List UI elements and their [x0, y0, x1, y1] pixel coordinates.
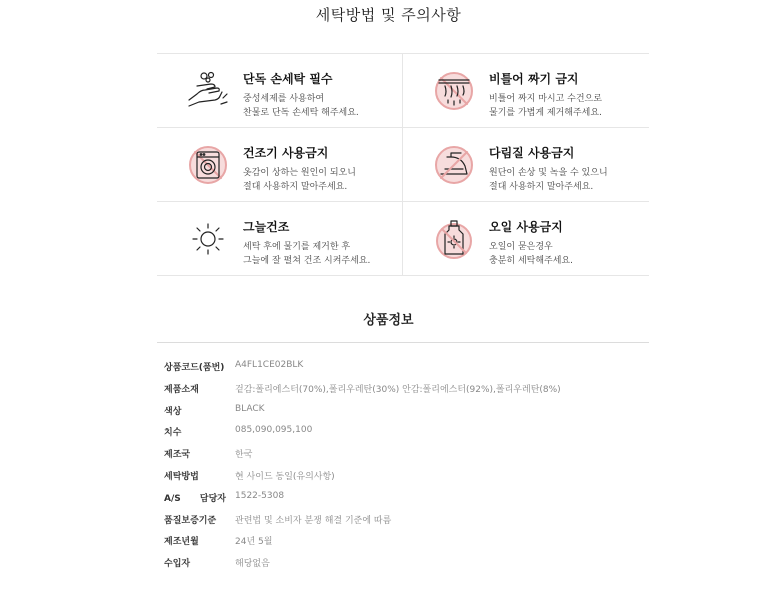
care-item-desc: 찬물로 단독 손세탁 해주세요.	[243, 108, 359, 118]
row-label: 치수	[164, 428, 182, 439]
row-value: 관련법 및 소비자 분쟁 해결 기준에 따름	[235, 515, 392, 526]
hand-wash-icon	[187, 70, 229, 112]
row-label: 수입자	[164, 559, 191, 570]
care-item-title: 다림질 사용금지	[489, 146, 575, 160]
care-item-title: 오일 사용금지	[489, 220, 563, 234]
care-item-title: 그늘건조	[243, 220, 290, 234]
care-item-shade-dry	[157, 202, 402, 275]
care-item-no-oil	[403, 202, 649, 275]
row-value: 현 사이드 동일(유의사항)	[235, 471, 335, 482]
care-item-desc: 물기를 가볍게 제거해주세요.	[489, 108, 602, 118]
row-label: 제조년월	[164, 537, 199, 548]
care-item-no-iron	[403, 128, 649, 201]
care-item-desc: 중성세제를 사용하여	[243, 94, 325, 104]
care-item-desc: 충분히 세탁해주세요.	[489, 256, 573, 266]
care-item-desc: 절대 사용하지 말아주세요.	[243, 182, 348, 192]
care-item-desc: 오일이 묻은경우	[489, 242, 553, 252]
row-value: 한국	[235, 450, 253, 461]
row-value: 해당없음	[235, 559, 270, 570]
care-item-title: 건조기 사용금지	[243, 146, 329, 160]
no-iron-icon	[433, 144, 475, 186]
care-item-no-dryer	[157, 128, 402, 201]
row-label: 제품소재	[164, 384, 199, 395]
care-item-desc: 절대 사용하지 말아주세요.	[489, 182, 594, 192]
care-item-desc: 옷감이 상하는 원인이 되오니	[243, 168, 356, 178]
sun-dry-icon	[187, 218, 229, 260]
care-item-title: 비틀어 짜기 금지	[489, 72, 579, 86]
care-item-desc: 원단이 손상 및 녹을 수 있으니	[489, 168, 608, 178]
row-value: A4FL1CE02BLK	[235, 360, 304, 370]
care-item-no-wring	[403, 54, 649, 127]
care-item-title: 단독 손세탁 필수	[243, 72, 333, 86]
care-item-hand-wash	[157, 54, 402, 127]
no-dryer-icon	[187, 144, 229, 186]
row-value: 085,090,095,100	[235, 425, 313, 436]
no-oil-icon	[433, 218, 475, 260]
row-value: BLACK	[235, 403, 265, 414]
row-label: A/S 담당자	[164, 493, 226, 504]
no-wring-icon	[433, 70, 475, 112]
row-value: 1522-5308	[235, 490, 285, 501]
page-title: 세탁방법 및 주의사항	[315, 6, 462, 24]
row-label: 품질보증기준	[164, 515, 217, 526]
product-info-title: 상품정보	[363, 313, 414, 328]
care-item-desc: 세탁 후에 물기를 제거한 후	[243, 242, 351, 252]
divider	[157, 275, 649, 276]
care-instructions-grid	[157, 53, 649, 276]
row-label: 색상	[164, 406, 182, 417]
row-label: 세탁방법	[164, 471, 199, 482]
care-item-desc: 그늘에 잘 펼쳐 건조 시켜주세요.	[243, 256, 371, 266]
row-value: 24년 5월	[235, 537, 273, 548]
row-label: 제조국	[164, 450, 191, 461]
row-value: 겉감:폴리에스터(70%),폴리우레탄(30%) 안감:폴리에스터(92%),폴리우레탄(8%)	[235, 384, 561, 395]
care-item-desc: 비틀어 짜지 마시고 수건으로	[489, 94, 602, 104]
divider	[157, 342, 649, 343]
row-label: 상품코드(품번)	[164, 363, 225, 373]
